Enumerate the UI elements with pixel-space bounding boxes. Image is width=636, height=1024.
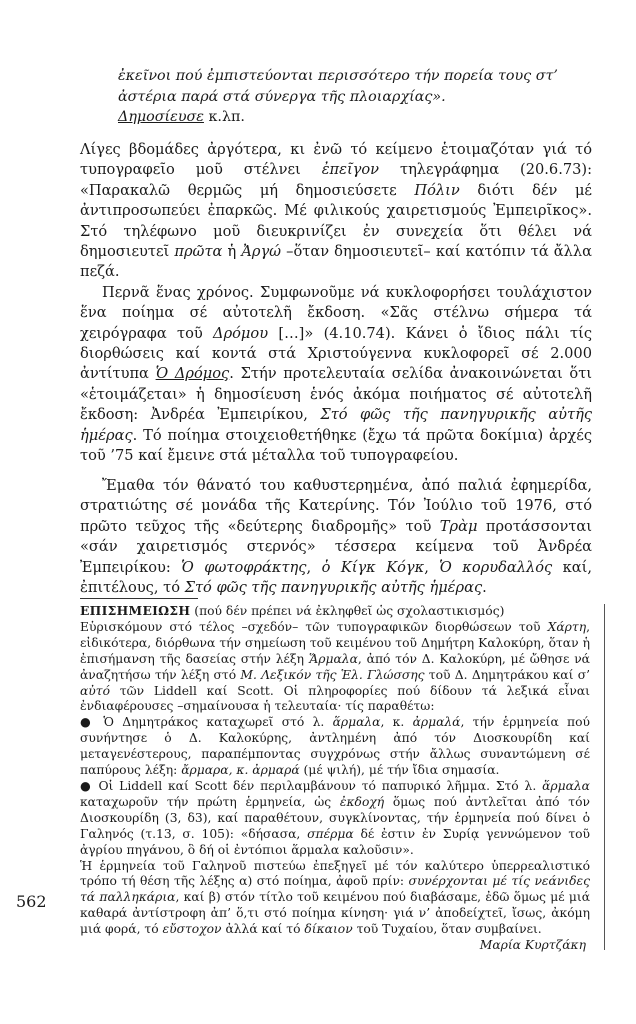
emphasis: συνέρχονται μέ τίς νεάνιδες τά παλληκάρια: [80, 874, 591, 905]
text: . Στήν προτελευταία σελίδα ἀνακοινώνεται ὅτι «ἑτοιμάζεται» ἡ δημοσίευση ἑνός ἀκόμα ποιήματος σέ αὐτοτελῆ ἔκδοση: Ἀνδρέα Ἐμπειρίκου,: [80, 365, 592, 424]
emphasis: ἀρμαλά: [412, 715, 461, 730]
footnote-paragraph-2: [80, 859, 590, 939]
text: τοῦ Δ. Δημητράκου καί σ’: [424, 667, 590, 682]
margin-line: [604, 604, 605, 950]
text: ,: [424, 558, 440, 576]
text: καί, ἐπιτέλους, τό: [80, 558, 593, 597]
text: . Τό ποίημα στοιχειοθετήθηκε (ἔχω τά πρῶτα δοκίμια) ἀρχές τοῦ ’75 καί ἔμεινε στά μέταλλα τοῦ τυπογραφείου.: [80, 426, 592, 465]
emphasis: Ἀργώ: [241, 243, 282, 261]
emphasis: Τρὰμ: [439, 517, 478, 535]
body-section-2: [80, 476, 592, 598]
emphasis: πρῶτα: [174, 243, 223, 261]
text: , τήν ἑρμηνεία πού συνήντησε ὁ Δ. Καλοκύρης, ἀντλημένη ἀπό τόν Διοσκουρίδη καί μεταγενέστερους, παραπέμποντας συγχρόνως στήν ἄλλως συναντώμενη σέ παπύρους λέξη:: [80, 715, 591, 778]
emphasis: Δρόμου: [213, 324, 269, 342]
footnote-divider: [80, 598, 198, 599]
emphasis: ἅρμαλα: [542, 778, 590, 793]
quote-line-2: ἀστέρια παρά στά σύνεργα τῆς πλοιαρχίας».: [118, 88, 446, 105]
footnote-heading: [80, 603, 590, 620]
footnote-subtitle: (πού δέν πρέπει νά ἐκληφθεῖ ὡς σχολαστικισμός): [190, 604, 505, 618]
text: ὅμως πού ἀντλεῖται ἀπό τόν Διοσκουρίδη (3, δ3), καί παραθέτουν, συγκλίνοντας, τήν ἑρμηνεία πού δίνει ὁ Γαληνός (τ.13, σ. 105): «δήσασα,: [80, 794, 590, 841]
text: Ἡ ἑρμηνεία τοῦ Γαληνοῦ πιστεύω ἐπεξηγεῖ μέ τόν καλύτερο ὑπερρεαλιστικό τρόπο τή θέση τῆς λέξης α) στό ποίημα, ἀφοῦ πρίν:: [80, 858, 590, 889]
footnote-title: ΕΠΙΣΗΜΕΙΩΣΗ: [80, 603, 191, 618]
emphasis: Χάρτη: [547, 619, 587, 634]
text: –ὅταν δημοσιευτεῖ– καί κατόπιν τά ἄλλα πεζά.: [80, 243, 592, 281]
quote-signature-line: [118, 107, 588, 128]
text: , εἰδικότερα, διόρθωνα τήν σημείωση τοῦ κειμένου τοῦ Δημήτρη Καλοκύρη, ὅταν ἡ ἐπισήμανση τῆς δασείας στήν λέξη: [80, 619, 590, 666]
emphasis: δίκαιον: [304, 922, 353, 937]
emphasis: ἐπεῖγον: [321, 161, 380, 179]
paragraph-2: [80, 283, 592, 467]
emphasis: Μ. Λεξικόν τῆς Ἑλ. Γλώσσης: [240, 667, 425, 682]
emphasis: Στό φῶς τῆς πανηγυρικῆς αὐτῆς ἡμέρας: [184, 579, 483, 597]
opening-quote: [118, 66, 588, 128]
text: Περνᾶ ἕνας χρόνος. Συμφωνοῦμε νά κυκλοφορήσει τουλάχιστον ἕνα ποίημα σέ αὐτοτελῆ ἔκδοση. «Σᾶς στέλνω σήμερα τά χειρόγραφα τοῦ: [80, 283, 592, 342]
footnote-paragraph-1: [80, 620, 590, 715]
text: Λίγες βδομάδες ἀργότερα, κι ἐνῶ τό κείμενο ἑτοιμαζόταν γιά τό τυπογραφεῖο μοῦ στέλνει: [80, 141, 592, 179]
quote-signature: Δημοσίευσε: [118, 109, 204, 125]
text: ,: [306, 558, 322, 576]
emphasis: αὐτό: [80, 683, 110, 698]
text: .: [482, 579, 487, 597]
text: ● Ὁ Δημητράκος καταχωρεῖ στό λ.: [80, 715, 333, 730]
text: τῶν Liddell καί Scott. Οἱ πληροφορίες πού δίδουν τά λεξικά εἶναι ἐνδιαφέρουσες –σημαίνουσα ἡ τελευταία· τίς παραθέτω:: [80, 683, 590, 714]
footnote-bullet-2: [80, 779, 590, 859]
text: τηλεγράφημα (20.6.73): «Παρακαλῶ θερμῶς μή δημοσιεύσετε: [80, 161, 593, 199]
quote-signature-tail: κ.λπ.: [203, 109, 245, 125]
paragraph-1: [80, 140, 592, 283]
footnote-signature: Μαρία Κυρτζάκη: [479, 938, 586, 953]
footnote-section: [80, 603, 590, 954]
emphasis: ἐκδοχή: [339, 794, 385, 809]
text: ● Οἱ Liddell καί Scott δέν περιλαμβάνουν τό παπυρικό λῆμμα. Στό λ.: [80, 778, 543, 793]
text: ἡ: [222, 243, 242, 261]
text: (μέ ψιλή), μέ τήν ἴδια σημασία.: [299, 763, 500, 778]
emphasis: Ὁ φωτοφράκτης: [181, 558, 307, 576]
text: , καί β) στόν τίτλο τοῦ κειμένου πού διαβάσαμε, ἐδῶ ὅμως μέ μιά καθαρά ἀντίστροφη ἀπ’ ὅ,τι στό ποίημα κίνηση· γιά ν’ ἀποδείχτεῖ, ἴσως, ἀκόμη μιά φορά, τό: [80, 890, 590, 937]
footnote-bullet-1: [80, 715, 590, 779]
text: δέ ἐστιν ἐν Συρίᾳ γεννώμενον τοῦ ἀγρίου πηγάνου, ὃ δή οἱ ἐντόπιοι ἅρμαλα καλοῦσιν».: [80, 826, 591, 857]
text: Ἔμαθα τόν θάνατό του καθυστερημένα, ἀπό παλιά ἐφημερίδα, στρατιώτης σέ μονάδα τῆς Κατερίνης. Τόν Ἰούλιο τοῦ 1976, στό πρῶτο τεῦχος τῆς «δεύτερης διαδρομῆς» τοῦ: [80, 477, 592, 535]
emphasis: Ἅρμαλα: [308, 651, 358, 666]
page-number: 562: [16, 892, 47, 911]
text: διότι δέν μέ ἀντιπροσωπεύει ἐπαρκῶς. Μέ φιλικούς χαιρετισμούς Ἐμπειρῖκος». Στό τηλέφωνο μοῦ διευκρινίζει ἐν συνεχεία ὅτι θέλει νά δημοσιευτεῖ: [80, 181, 592, 261]
text: τοῦ Τυχαίου, ὅταν συμβαίνει.: [352, 922, 542, 937]
text: καταχωροῦν τήν πρώτη ἑρμηνεία, ὡς: [80, 794, 340, 809]
emphasis: ἄρμαρα, κ. ἀρμαρά: [181, 763, 300, 778]
text: […]» (4.10.74). Κάνει ὁ ἴδιος πάλι τίς διορθώσεις καί κοντά στά Χριστούγεννα κυκλοφορεῖ σέ 2.000 ἀντίτυπα: [80, 324, 593, 383]
emphasis: σπέρμα: [307, 826, 354, 841]
emphasis: ὁ Κίγκ Κόγκ: [321, 558, 425, 576]
text: , κ.: [380, 715, 413, 730]
underlined-title: Ὁ Δρόμος: [155, 365, 230, 383]
text: προτάσσονται «σάν χαιρετισμός στερνός» τέσσερα κείμενα τοῦ Ἀνδρέα Ἐμπειρίκου:: [80, 517, 593, 576]
emphasis: εὔστοχον: [162, 922, 222, 937]
text: Εὑρισκόμουν στό τέλος –σχεδόν– τῶν τυπογραφικῶν διορθώσεων τοῦ: [80, 619, 548, 634]
body-section-1: [80, 140, 592, 467]
paragraph-3: [80, 476, 592, 598]
text: , ἀπό τόν Δ. Καλοκύρη, μέ ὤθησε νά ἀναζητήσω τήν λέξη στό: [80, 651, 590, 682]
emphasis: ἅρμαλα: [332, 715, 381, 730]
quote-line-1: ἐκεῖνοι πού ἐμπιστεύονται περισσότερο τήν πορεία τους στ’: [118, 68, 558, 84]
text: ἀλλά καί τό: [221, 922, 305, 937]
emphasis: Ὁ κορυδαλλός: [439, 558, 553, 576]
emphasis: Πόλιν: [414, 181, 460, 199]
emphasis: Στό φῶς τῆς πανηγυρικῆς αὐτῆς ἡμέρας: [80, 406, 592, 444]
